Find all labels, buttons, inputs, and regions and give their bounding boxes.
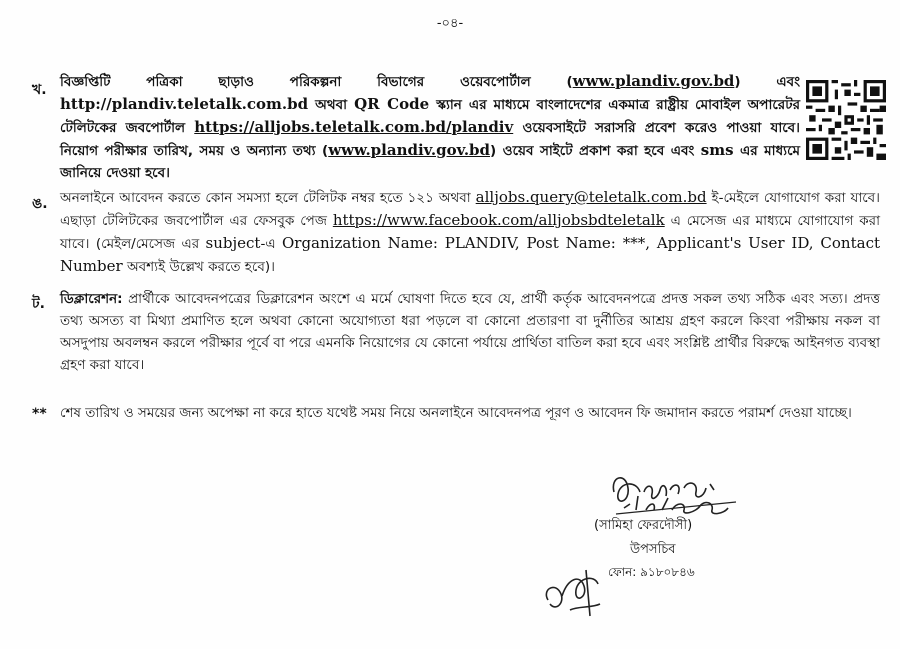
clause-kha-text: বিজ্ঞপ্তিটি পত্রিকা ছাড়াও পরিকল্পনা বিভাগের ওয়েবপোর্টাল (www.plandiv.gov.bd) এবং http://plandiv.teletalk.com.bd অথবা QR Code স্ক্যান এর মাধ্যমে বাংলাদেশের একমাত্র রাষ্ট্রীয় মোবাইল অপারেটর টেলিটকের জবপোর্টাল https://alljobs.teletalk.com.bd/plandiv ওয়েবসাইটে সরাসরি প্রবেশ করেও পাওয়া যাবে। নিয়োগ পরীক্ষার তারিখ, সময় ও অন্যান্য তথ্য (www.plandiv.gov.bd) ওয়েব সাইটে প্রকাশ করা হবে এবং sms এর মাধ্যমে জানিয়ে দেওয়া হবে। [60,72,800,181]
clause-kha-marker: খ. [32,82,47,98]
initials-signature [540,560,610,622]
qr-code-label: QR Code [354,95,430,113]
note [60,402,880,424]
clause-umo [60,186,880,278]
plandiv-link-2[interactable]: www.plandiv.gov.bd [328,141,491,159]
clause-umo-text: অনলাইনে আবেদন করতে কোন সমস্যা হলে টেলিটক নম্বর হতে ১২১ অথবা alljobs.query@teletalk.com.bd ই-মেইলে যোগাযোগ করা যাবে। এছাড়া টেলিটকের জবপোর্টাল এর ফেসবুক পেজ https://www.facebook.com/alljobsbdteletalk এ মেসেজ এর মাধ্যমে যোগাযোগ করা যাবে। (মেইল/মেসেজ এর subject-এ Organization Name: PLANDIV, Post Name: ***, Applicant's User ID, Contact Number অবশ্যই উল্লেখ করতে হবে)। [60,188,880,275]
declaration-heading: ডিক্লারেশন: [60,291,123,307]
clause-umo-marker: ঙ. [32,196,48,212]
organization-info: Organization Name: PLANDIV, Post Name: ***, Applicant's User ID, Contact Number [60,234,880,275]
subject-label: subject [205,234,261,252]
support-email-link[interactable]: alljobs.query@teletalk.com.bd [475,188,707,206]
signer-title: উপসচিব [630,542,676,557]
clause-ta-text: ডিক্লারেশন: প্রার্থীকে আবেদনপত্রের ডিক্লারেশন অংশে এ মর্মে ঘোষণা দিতে হবে যে, প্রার্থী কর্তৃক আবেদনপত্রে প্রদত্ত সকল তথ্য সঠিক এবং সত্য। প্রদত্ত তথ্য অসত্য বা মিথ্যা প্রমাণিত হলে অথবা কোনো অযোগ্যতা ধরা পড়লে বা কোনো প্রতারণা বা দুর্নীতির আশ্রয় গ্রহণ করলে কিংবা পরীক্ষায় নকল বা অসদুপায় অবলম্বন করলে পরীক্ষার পূর্বে বা পরে এমনকি নিয়োগের যে কোনো পর্যায়ে প্রার্থিতা বাতিল করা হবে এবং সংশ্লিষ্ট প্রার্থীর বিরুদ্ধে আইনগত ব্যবস্থা গ্রহণ করা যাবে। [60,291,880,373]
alljobs-link[interactable]: https://alljobs.teletalk.com.bd/plandiv [194,118,514,136]
signer-name: (সামিহা ফেরদৌসী) [594,518,693,533]
facebook-link[interactable]: https://www.facebook.com/alljobsbdteletalk [332,211,665,229]
clause-ta [60,288,880,376]
clause-kha [60,70,800,184]
plandiv-link[interactable]: www.plandiv.gov.bd [572,72,735,90]
teletalk-link[interactable]: http://plandiv.teletalk.com.bd [60,95,309,113]
sms-label: sms [700,141,734,159]
clause-ta-marker: ট. [32,296,45,312]
note-marker: ** [32,406,47,422]
note-text: শেষ তারিখ ও সময়ের জন্য অপেক্ষা না করে হাতে যথেষ্ট সময় নিয়ে অনলাইনে আবেদনপত্র পূরণ ও আবেদন ফি জমাদান করতে পরামর্শ দেওয়া যাচ্ছে। [60,405,852,421]
signer-phone: ফোন: ৯১৮০৮৪৬ [608,565,695,579]
handwritten-signature [606,462,776,518]
qr-code-image [806,80,886,160]
page-number: -০৪- [436,16,464,31]
